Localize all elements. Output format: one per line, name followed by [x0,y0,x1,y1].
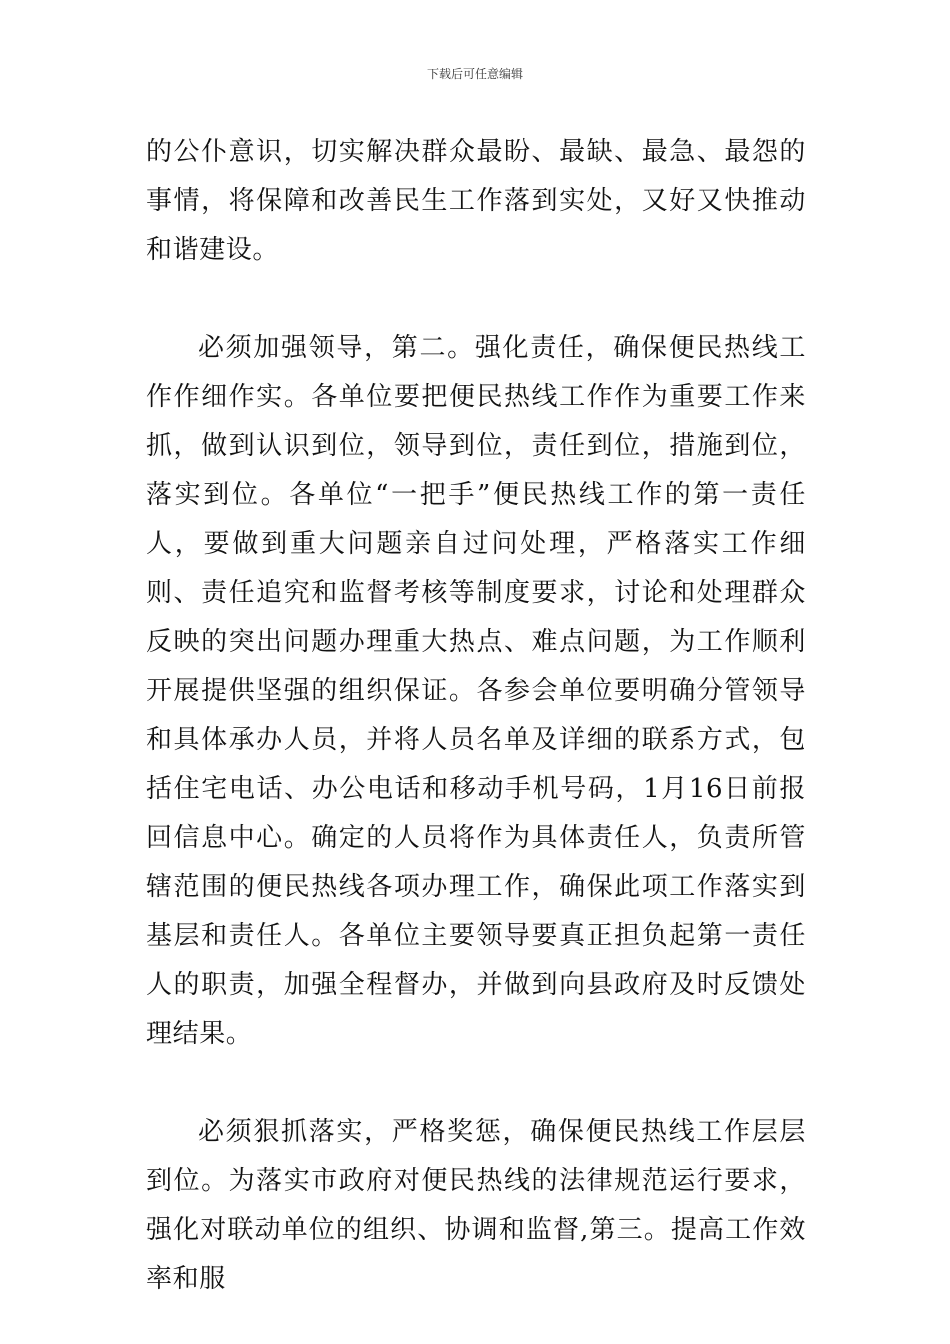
page-header: 下载后可任意编辑 [426,67,523,81]
document-body [146,128,806,1304]
paragraph-2: 必须加强领导，第二。强化责任，确保便民热线工作作细作实。各单位要把便民热线工作作为重要工作来抓，做到认识到位，领导到位，责任到位，措施到位，落实到位。各单位“一把手”便民热线工作的第一责任人，要做到重大问题亲自过问处理，严格落实工作细则、责任追究和监督考核等制度要求，讨论和处理群众反映的突出问题办理重大热点、难点问题，为工作顺利开展提供坚强的组织保证。各参会单位要明确分管领导和具体承办人员，并将人员名单及详细的联系方式，包括住宅电话、办公电话和移动手机号码，1月16日前报回信息中心。确定的人员将作为具体责任人，负责所管辖范围的便民热线各项办理工作，确保此项工作落实到基层和责任人。各单位主要领导要真正担负起第一责任人的职责，加强全程督办，并做到向县政府及时反馈处理结果。 [146,333,806,1049]
paragraph-gap [146,1059,806,1108]
paragraph-3: 必须狠抓落实，严格奖惩，确保便民热线工作层层到位。为落实市政府对便民热线的法律规范运行要求，强化对联动单位的组织、协调和监督,第三。提高工作效率和服 [146,1117,806,1294]
paragraph-1: 的公仆意识，切实解决群众最盼、最缺、最急、最怨的事情，将保障和改善民生工作落到实处，又好又快推动和谐建设。 [146,137,806,265]
paragraph-gap [146,275,806,324]
